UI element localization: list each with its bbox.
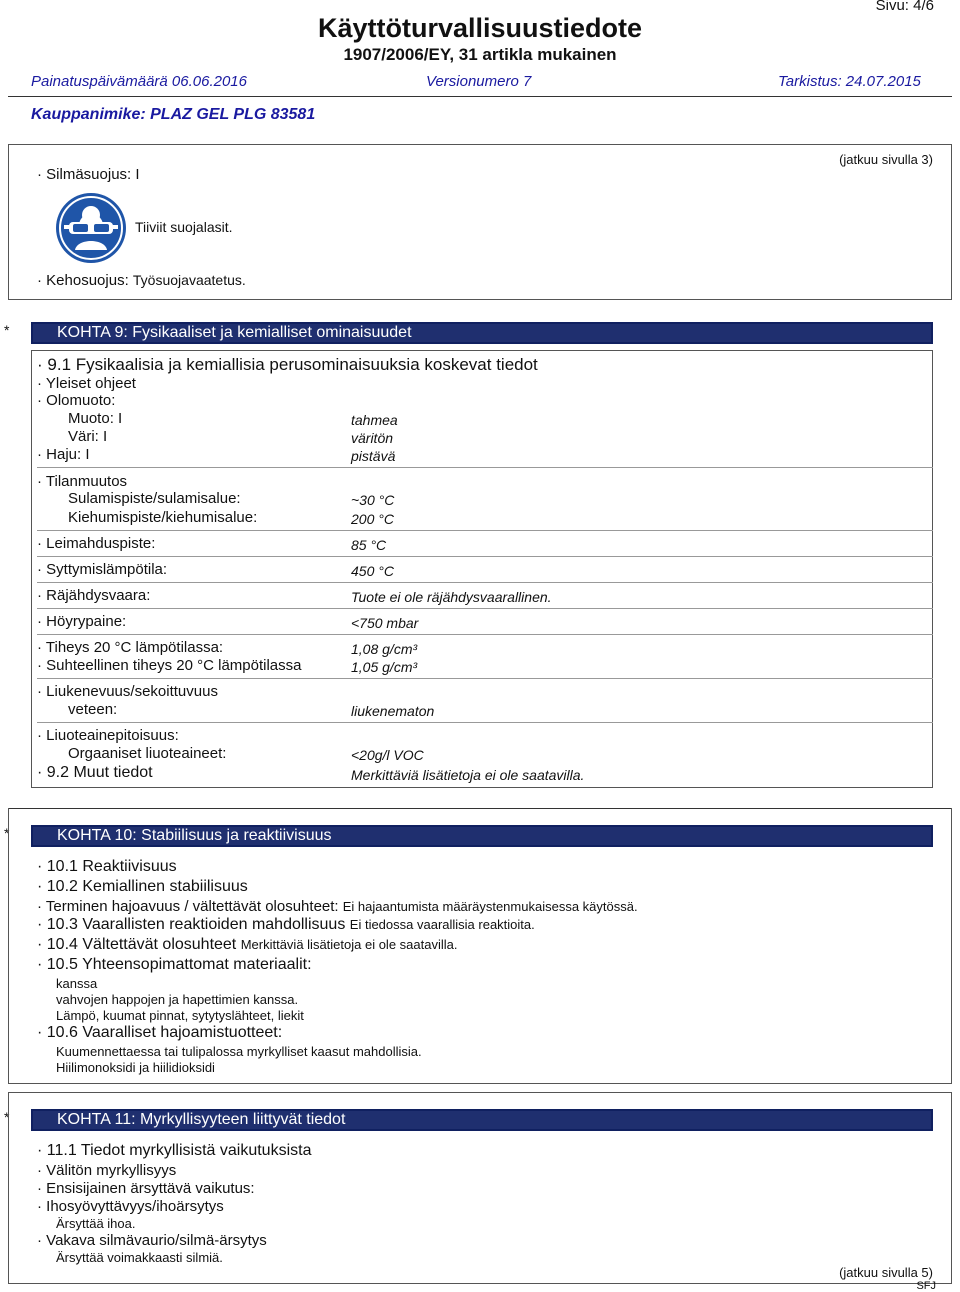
incompatible-line: vahvojen happojen ja hapettimien kanssa. (56, 992, 299, 1007)
relative-density-value: 1,05 g/cm³ (351, 659, 418, 675)
incompatible-line: Lämpö, kuumat pinnat, sytytyslähteet, liekit (56, 1008, 304, 1023)
other-info-value: Merkittäviä lisätietoja ei ole saatavilla. (351, 767, 585, 783)
boiling-value: 200 °C (351, 511, 394, 527)
goggles-icon (55, 192, 127, 264)
form-value: tahmea (351, 412, 398, 428)
explosion-value: Tuote ei ole räjähdysvaarallinen. (351, 589, 552, 605)
decomposition-products-line: Kuumennettaessa tai tulipalossa myrkylliset kaasut mahdollisia. (56, 1044, 422, 1059)
density-value: 1,08 g/cm³ (351, 641, 418, 657)
acute-toxicity-label: · Välitön myrkyllisyys (37, 1162, 177, 1179)
row-divider (37, 634, 933, 635)
section9-change-marker: * (4, 322, 10, 338)
color-value: väritön (351, 430, 394, 446)
document-subtitle: 1907/2006/EY, 31 artikla mukainen (343, 45, 617, 64)
organic-solvents-label: Orgaaniset liuoteaineet: (68, 745, 227, 762)
section11-change-marker: * (4, 1109, 10, 1125)
document-title: Käyttöturvallisuustiedote (317, 13, 643, 43)
incompatible-materials-label: · 10.5 Yhteensopimattomat materiaalit: (37, 956, 312, 973)
decomposition-row: · Terminen hajoavuus / vältettävät olosuhteet: Ei hajaantumista määräystenmukaisessa käytössä. (37, 898, 638, 915)
eye-protection-label: · Silmäsuojus: I (37, 166, 140, 183)
relative-density-label: · Suhteellinen tiheys 20 °C lämpötilassa (37, 657, 302, 674)
other-info-label: · 9.2 Muut tiedot (37, 764, 153, 781)
water-solubility-label: veteen: (68, 701, 118, 718)
decomposition-products-line: Hiilimonoksidi ja hiilidioksidi (56, 1060, 215, 1075)
boiling-label: Kiehumispiste/kiehumisalue: (68, 509, 258, 526)
hazardous-reactions-row: · 10.3 Vaarallisten reaktioiden mahdollisuus Ei tiedossa vaarallisia reaktioita. (37, 916, 535, 933)
ignition-value: 450 °C (351, 563, 394, 579)
section11-header: KOHTA 11: Myrkyllisyyteen liittyvät tiedot (31, 1109, 933, 1131)
section10-header: KOHTA 10: Stabiilisuus ja reaktiivisuus (31, 825, 933, 847)
odor-value: pistävä (351, 448, 396, 464)
footer-code: SFJ (916, 1280, 936, 1292)
continued-to-note: (jatkuu sivulla 5) (839, 1265, 933, 1280)
flash-point-label: · Leimahduspiste: (37, 535, 156, 552)
row-divider (37, 556, 933, 557)
odor-label: · Haju: I (37, 446, 90, 463)
stability-label: · 10.2 Kemiallinen stabiilisuus (37, 878, 248, 895)
vapor-pressure-value: <750 mbar (351, 615, 419, 631)
page-number: Sivu: 4/6 (875, 0, 934, 14)
continued-from-note: (jatkuu sivulla 3) (839, 152, 933, 167)
revision-date: Tarkistus: 24.07.2015 (778, 73, 921, 90)
conditions-avoid-row: · 10.4 Vältettävät olosuhteet Merkittäviä lisätietoja ei ole saatavilla. (37, 936, 458, 953)
form-label: Muoto: I (68, 410, 123, 427)
print-date: Painatuspäivämäärä 06.06.2016 (31, 73, 247, 90)
explosion-label: · Räjähdysvaara: (37, 587, 151, 604)
skin-corrosion-label: · Ihosyövyttävyys/ihoärsytys (37, 1198, 224, 1215)
product-name: Kauppanimike: PLAZ GEL PLG 83581 (31, 106, 316, 123)
incompatible-line: kanssa (56, 976, 98, 991)
organic-solvents-value: <20g/l VOC (351, 747, 424, 763)
state-change-label: · Tilanmuutos (37, 473, 128, 490)
row-divider (37, 722, 933, 723)
reactivity-label: · 10.1 Reaktiivisuus (37, 858, 177, 875)
row-divider (37, 582, 933, 583)
eye-protection-text: Tiiviit suojalasit. (135, 219, 233, 235)
irritant-effect-label: · Ensisijainen ärsyttävä vaikutus: (37, 1180, 255, 1197)
tox-info-label: · 11.1 Tiedot myrkyllisistä vaikutuksista (37, 1142, 312, 1159)
row-divider (37, 608, 933, 609)
appearance-label: · Olomuoto: (37, 392, 116, 409)
section9-1-heading: · 9.1 Fysikaalisia ja kemiallisia perusominaisuuksia koskevat tiedot (37, 355, 538, 374)
section9-header: KOHTA 9: Fysikaaliset ja kemialliset ominaisuudet (31, 322, 933, 344)
density-label: · Tiheys 20 °C lämpötilassa: (37, 639, 224, 656)
flash-point-value: 85 °C (351, 537, 387, 553)
water-solubility-value: liukenematon (351, 703, 435, 719)
general-info-label: · Yleiset ohjeet (37, 375, 136, 392)
color-label: Väri: I (68, 428, 108, 445)
eye-damage-label: · Vakava silmävaurio/silmä-ärsytys (37, 1232, 267, 1249)
skin-corrosion-value: Ärsyttää ihoa. (56, 1216, 136, 1231)
solubility-label: · Liukenevuus/sekoittuvuus (37, 683, 218, 700)
solvent-content-label: · Liuoteainepitoisuus: (37, 727, 179, 744)
row-divider (37, 530, 933, 531)
row-divider (37, 678, 933, 679)
melting-label: Sulamispiste/sulamisalue: (68, 490, 241, 507)
version-number: Versionumero 7 (426, 73, 532, 90)
header-rule (8, 96, 952, 97)
ignition-label: · Syttymislämpötila: (37, 561, 168, 578)
decomposition-products-label: · 10.6 Vaaralliset hajoamistuotteet: (37, 1024, 283, 1041)
row-divider (37, 467, 933, 468)
body-protection: · Kehosuojus: Työsuojavaatetus. (37, 272, 246, 289)
vapor-pressure-label: · Höyrypaine: (37, 613, 127, 630)
section10-change-marker: * (4, 825, 10, 841)
melting-value: ~30 °C (351, 492, 395, 508)
eye-damage-value: Ärsyttää voimakkaasti silmiä. (56, 1250, 223, 1265)
